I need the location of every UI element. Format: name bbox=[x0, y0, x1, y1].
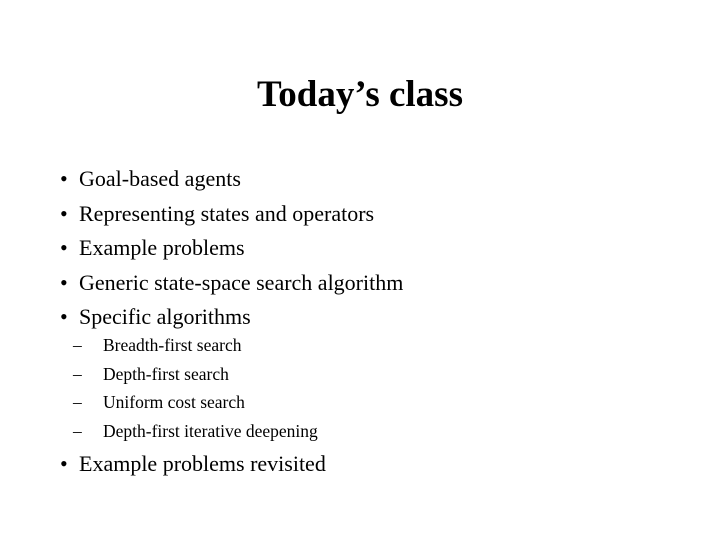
dash-icon: – bbox=[73, 392, 82, 412]
bullet-icon: • bbox=[60, 269, 68, 295]
bullet-text: Specific algorithms bbox=[79, 304, 251, 329]
final-bullet-item bbox=[60, 447, 326, 482]
bullet-icon: • bbox=[60, 304, 68, 329]
bullet-text: Example problems revisited bbox=[79, 451, 326, 476]
sub-bullet-text: Depth-first iterative deepening bbox=[103, 420, 318, 441]
bullet-icon: • bbox=[60, 200, 68, 226]
bullet-text: Goal-based agents bbox=[79, 166, 241, 191]
dash-icon: – bbox=[73, 363, 82, 384]
sub-bullet-text: Breadth-first search bbox=[103, 335, 242, 355]
sub-bullet-text: Uniform cost search bbox=[103, 392, 245, 412]
bullet-icon: • bbox=[60, 235, 68, 260]
dash-icon: – bbox=[73, 335, 82, 355]
bullet-text: Example problems bbox=[79, 235, 245, 260]
bullet-icon: • bbox=[60, 451, 68, 476]
sub-bullet-text: Depth-first search bbox=[103, 363, 229, 384]
bullet-icon: • bbox=[60, 166, 68, 191]
bullet-text: Representing states and operators bbox=[79, 200, 375, 226]
slide-title-text: Today’s class bbox=[257, 74, 463, 115]
dash-icon: – bbox=[73, 420, 82, 441]
bullet-text: Generic state-space search algorithm bbox=[79, 269, 404, 295]
slide-title bbox=[0, 72, 720, 118]
